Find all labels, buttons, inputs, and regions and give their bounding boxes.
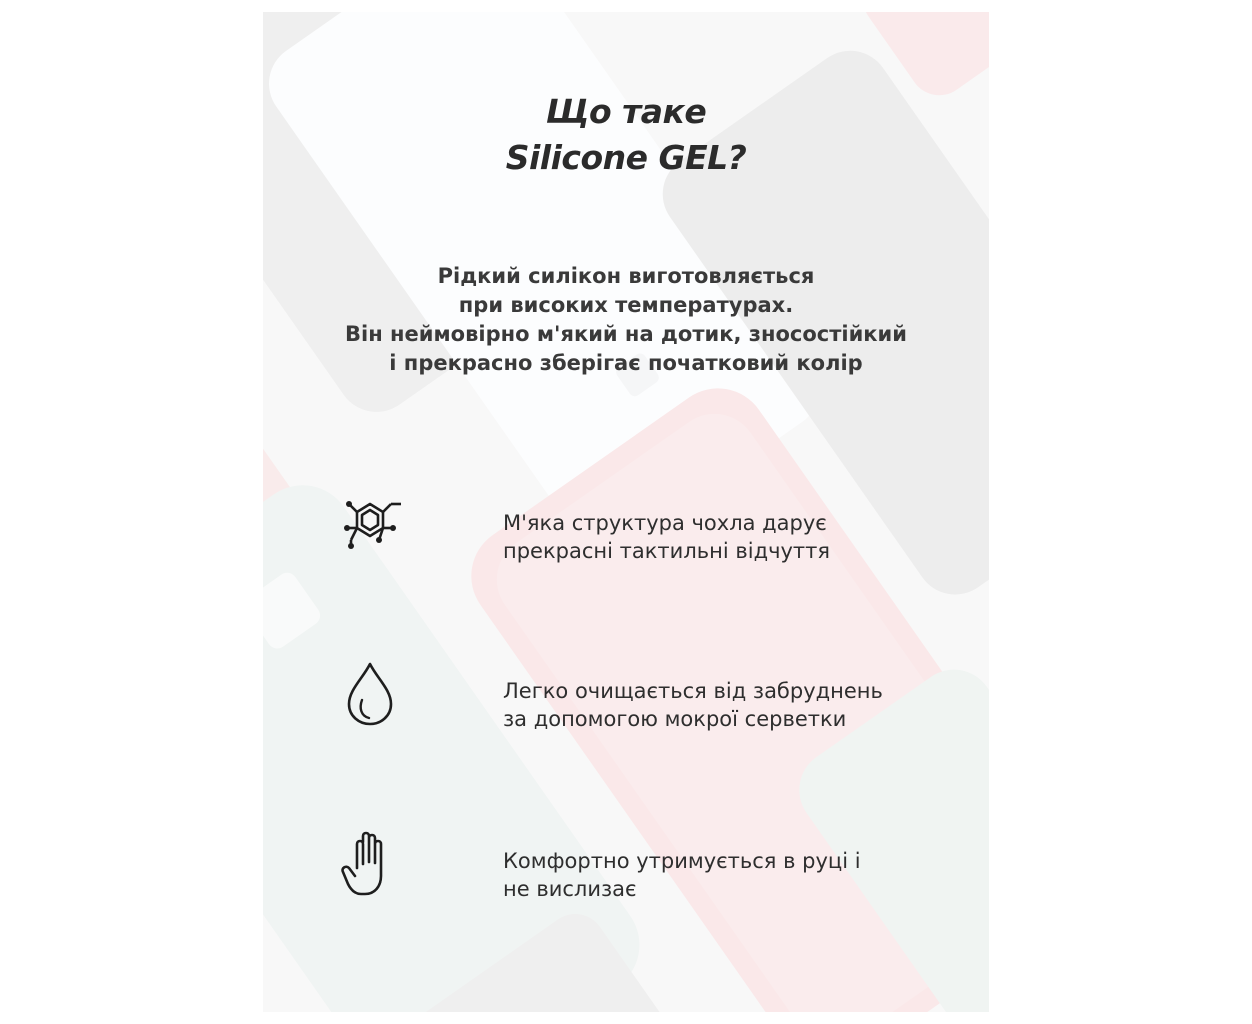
water-drop-icon: [335, 658, 405, 728]
description-line1: Рідкий силікон виготовляється: [437, 264, 815, 288]
feature-text: [503, 509, 963, 565]
hand-icon: [335, 828, 405, 898]
description-line2: при високих температурах.: [458, 293, 794, 317]
description-line3: Він неймовірно м'який на дотик, зносостійкий: [345, 322, 907, 346]
feature-line2: за допомогою мокрої серветки: [503, 707, 847, 731]
feature-easy-clean: [263, 658, 989, 738]
molecule-icon: [335, 488, 405, 558]
feature-line1: Легко очищається від забруднень: [503, 679, 883, 703]
feature-line1: М'яка структура чохла дарує: [503, 511, 827, 535]
feature-comfortable-grip: [263, 828, 989, 908]
feature-line1: Комфортно утримується в руці і: [503, 849, 861, 873]
page-title-line1: Що таке: [545, 92, 707, 131]
feature-line2: прекрасні тактильні відчуття: [503, 539, 831, 563]
feature-text: [503, 677, 963, 733]
page-title-line2: Silicone GEL?: [505, 138, 747, 177]
description-line4: і прекрасно зберігає початковий колір: [389, 351, 863, 375]
feature-soft-structure: [263, 488, 989, 568]
feature-line2: не вислизає: [503, 877, 637, 901]
feature-text: [503, 847, 963, 903]
info-card: [263, 12, 989, 1012]
